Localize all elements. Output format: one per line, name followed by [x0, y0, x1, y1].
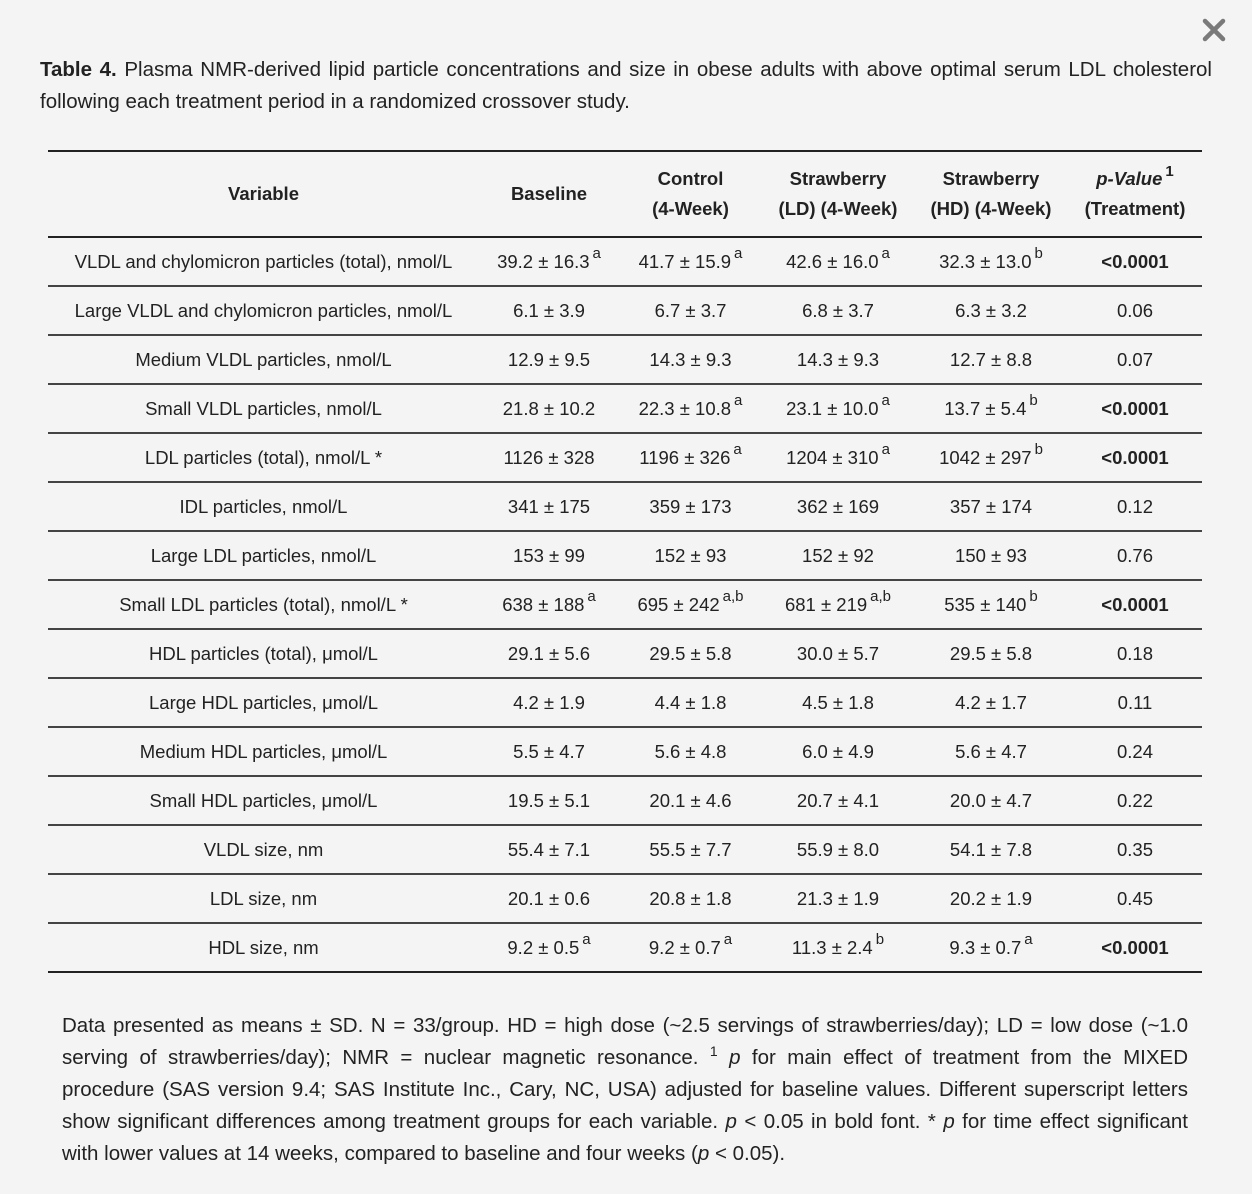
cell-value: 21.3 ± 1.9	[796, 887, 880, 909]
value-cell	[479, 384, 619, 433]
column-header-line2: (LD) (4-Week)	[778, 198, 898, 219]
p-value-cell: <0.0001	[1068, 384, 1202, 433]
close-icon	[1198, 14, 1230, 46]
value-cell	[762, 433, 914, 482]
column-header-line1: p-Value	[1096, 168, 1163, 189]
cell-value: 20.8 ± 1.8	[649, 887, 732, 909]
footnote-p-symbol: p	[725, 1110, 737, 1133]
value-cell	[619, 531, 762, 580]
value-cell	[479, 482, 619, 531]
cell-value: 42.6 ± 16.0	[786, 250, 879, 272]
value-cell	[619, 482, 762, 531]
cell-value: 55.9 ± 8.0	[796, 838, 880, 860]
value-cell	[914, 776, 1068, 825]
footnote-text-1: Data presented as means ± SD. N = 33/group. HD = high dose (~2.5 servings of strawberries/day); LD = low dose (~1.0 serving of strawberries/day); NMR = nuclear magnetic resonance.	[62, 1014, 1188, 1069]
value-cell	[762, 531, 914, 580]
value-cell	[479, 580, 619, 629]
value-cell	[479, 286, 619, 335]
table-body	[48, 237, 1202, 972]
column-header-line1: Strawberry	[942, 168, 1040, 189]
value-cell	[479, 433, 619, 482]
variable-cell: HDL particles (total), μmol/L	[48, 629, 479, 678]
value-cell	[762, 629, 914, 678]
value-cell	[479, 874, 619, 923]
caption-text: Plasma NMR-derived lipid particle concentrations and size in obese adults with above optimal serum LDL cholesterol following each treatment period in a randomized crossover study.	[40, 58, 1212, 113]
cell-value: 9.2 ± 0.7	[648, 936, 721, 958]
cell-value: 4.5 ± 1.8	[802, 691, 874, 713]
value-cell	[762, 580, 914, 629]
table-row	[48, 776, 1202, 825]
cell-value: 29.5 ± 5.8	[949, 642, 1033, 664]
cell-value: 152 ± 92	[802, 544, 874, 566]
caption-label: Table 4.	[40, 58, 117, 81]
table-row	[48, 531, 1202, 580]
cell-value: 1204 ± 310	[786, 446, 879, 468]
table-row	[48, 923, 1202, 972]
value-cell	[479, 776, 619, 825]
header-row	[48, 151, 1202, 237]
value-cell	[914, 629, 1068, 678]
value-cell	[914, 531, 1068, 580]
cell-value: 11.3 ± 2.4	[791, 936, 873, 958]
column-header	[1068, 151, 1202, 237]
significance-letter: a	[734, 245, 743, 263]
cell-value: 4.2 ± 1.9	[513, 691, 585, 713]
value-cell	[914, 923, 1068, 972]
variable-cell: Medium VLDL particles, nmol/L	[48, 335, 479, 384]
significance-letter: a	[1024, 931, 1033, 949]
p-value-cell: 0.35	[1068, 825, 1202, 874]
table-footnote	[62, 1010, 1188, 1170]
cell-value: 12.9 ± 9.5	[507, 348, 591, 370]
cell-value: 20.0 ± 4.7	[949, 789, 1033, 811]
header-superscript: 1	[1165, 162, 1174, 180]
footnote-text-3: < 0.05 in bold font. *	[744, 1110, 936, 1133]
cell-value: 153 ± 99	[513, 544, 585, 566]
close-button[interactable]	[1198, 14, 1230, 46]
table-row	[48, 433, 1202, 482]
value-cell	[762, 335, 914, 384]
value-cell	[479, 678, 619, 727]
footnote-text-5: < 0.05).	[714, 1142, 786, 1165]
value-cell	[914, 580, 1068, 629]
p-value-cell: 0.12	[1068, 482, 1202, 531]
value-cell	[914, 874, 1068, 923]
variable-cell: VLDL and chylomicron particles (total), nmol/L	[48, 237, 479, 286]
footnote-p-symbol: p	[729, 1046, 741, 1069]
significance-letter: a	[592, 245, 601, 263]
table-row	[48, 874, 1202, 923]
table-row	[48, 678, 1202, 727]
p-value-cell: <0.0001	[1068, 923, 1202, 972]
significance-letter: a	[881, 245, 890, 263]
footnote-superscript-1: 1	[709, 1043, 718, 1060]
column-header	[479, 151, 619, 237]
value-cell	[619, 286, 762, 335]
value-cell	[619, 727, 762, 776]
value-cell	[619, 776, 762, 825]
variable-cell: Medium HDL particles, μmol/L	[48, 727, 479, 776]
cell-value: 695 ± 242	[637, 593, 720, 615]
column-header-line1: Variable	[228, 183, 299, 204]
cell-value: 9.2 ± 0.5	[507, 936, 580, 958]
cell-value: 1042 ± 297	[939, 446, 1032, 468]
variable-cell: HDL size, nm	[48, 923, 479, 972]
cell-value: 29.5 ± 5.8	[649, 642, 732, 664]
footnote-text-4: for time effect significant with lower values at 14 weeks, compared to baseline and four weeks (	[62, 1110, 1188, 1165]
value-cell	[619, 874, 762, 923]
variable-cell: LDL size, nm	[48, 874, 479, 923]
value-cell	[914, 237, 1068, 286]
value-cell	[619, 580, 762, 629]
p-value-cell: 0.76	[1068, 531, 1202, 580]
cell-value: 32.3 ± 13.0	[939, 250, 1032, 272]
p-value-cell: 0.24	[1068, 727, 1202, 776]
results-table	[48, 150, 1202, 973]
value-cell	[619, 433, 762, 482]
value-cell	[479, 923, 619, 972]
column-header-line1: Baseline	[510, 183, 588, 204]
value-cell	[914, 433, 1068, 482]
p-value-cell: 0.45	[1068, 874, 1202, 923]
value-cell	[619, 825, 762, 874]
value-cell	[762, 923, 914, 972]
value-cell	[619, 678, 762, 727]
column-header	[48, 151, 479, 237]
value-cell	[479, 825, 619, 874]
column-header	[619, 151, 762, 237]
variable-cell: Small VLDL particles, nmol/L	[48, 384, 479, 433]
cell-value: 55.5 ± 7.7	[649, 838, 732, 860]
column-header-line1: Strawberry	[789, 168, 887, 189]
value-cell	[619, 923, 762, 972]
cell-value: 6.1 ± 3.9	[513, 299, 585, 321]
value-cell	[479, 531, 619, 580]
cell-value: 9.3 ± 0.7	[949, 936, 1022, 958]
value-cell	[914, 727, 1068, 776]
cell-value: 4.4 ± 1.8	[654, 691, 727, 713]
significance-letter: b	[1029, 392, 1038, 410]
significance-letter: b	[1034, 245, 1043, 263]
footnote-text-2: for main effect of treatment from the MIXED procedure (SAS version 9.4; SAS Institute Inc., Cary, NC, USA) adjusted for baseline values. Different superscript letters show significant differences among treatment groups for each variable.	[62, 1046, 1189, 1133]
cell-value: 14.3 ± 9.3	[649, 348, 732, 370]
significance-letter: a	[734, 392, 743, 410]
cell-value: 39.2 ± 16.3	[497, 250, 590, 272]
significance-letter: a	[881, 441, 890, 459]
value-cell	[914, 678, 1068, 727]
table-row	[48, 727, 1202, 776]
cell-value: 6.7 ± 3.7	[654, 299, 727, 321]
cell-value: 20.1 ± 0.6	[507, 887, 591, 909]
cell-value: 362 ± 169	[796, 495, 880, 517]
p-value-cell: <0.0001	[1068, 580, 1202, 629]
significance-letter: b	[1029, 588, 1038, 606]
footnote-p-symbol: p	[697, 1142, 710, 1165]
table-caption	[40, 54, 1212, 118]
table-row	[48, 629, 1202, 678]
value-cell	[762, 384, 914, 433]
value-cell	[619, 629, 762, 678]
table-row	[48, 825, 1202, 874]
table-header	[48, 151, 1202, 237]
significance-letter: a	[881, 392, 890, 410]
cell-value: 535 ± 140	[944, 593, 1027, 615]
cell-value: 29.1 ± 5.6	[507, 642, 591, 664]
value-cell	[762, 237, 914, 286]
footnote-p-symbol: p	[943, 1110, 955, 1133]
value-cell	[914, 335, 1068, 384]
significance-letter: a,b	[722, 588, 744, 606]
cell-value: 12.7 ± 8.8	[949, 348, 1033, 370]
cell-value: 54.1 ± 7.8	[949, 838, 1033, 860]
significance-letter: a,b	[870, 588, 892, 606]
value-cell	[479, 237, 619, 286]
table-row	[48, 580, 1202, 629]
value-cell	[914, 286, 1068, 335]
cell-value: 19.5 ± 5.1	[507, 789, 591, 811]
column-header-line2: (HD) (4-Week)	[930, 198, 1052, 219]
cell-value: 30.0 ± 5.7	[796, 642, 880, 664]
value-cell	[914, 825, 1068, 874]
cell-value: 152 ± 93	[654, 544, 727, 566]
cell-value: 150 ± 93	[955, 544, 1027, 566]
value-cell	[762, 727, 914, 776]
variable-cell: Large VLDL and chylomicron particles, nmol/L	[48, 286, 479, 335]
significance-letter: a	[723, 931, 733, 949]
p-value-cell: <0.0001	[1068, 237, 1202, 286]
value-cell	[479, 335, 619, 384]
value-cell	[479, 727, 619, 776]
cell-value: 681 ± 219	[784, 593, 868, 615]
value-cell	[762, 286, 914, 335]
cell-value: 341 ± 175	[507, 495, 591, 517]
value-cell	[619, 384, 762, 433]
significance-letter: a	[733, 441, 742, 459]
cell-value: 4.2 ± 1.7	[955, 691, 1027, 713]
significance-letter: a	[587, 588, 596, 606]
table-row	[48, 237, 1202, 286]
cell-value: 14.3 ± 9.3	[796, 348, 880, 370]
value-cell	[619, 335, 762, 384]
column-header	[914, 151, 1068, 237]
cell-value: 359 ± 173	[649, 495, 732, 517]
value-cell	[479, 629, 619, 678]
cell-value: 5.6 ± 4.8	[654, 740, 727, 762]
column-header-line1: Control	[657, 168, 724, 189]
p-value-cell: 0.18	[1068, 629, 1202, 678]
cell-value: 1196 ± 326	[639, 446, 731, 468]
value-cell	[762, 874, 914, 923]
value-cell	[762, 678, 914, 727]
column-header	[762, 151, 914, 237]
p-value-cell: 0.22	[1068, 776, 1202, 825]
cell-value: 6.0 ± 4.9	[802, 740, 874, 762]
value-cell	[762, 482, 914, 531]
value-cell	[619, 237, 762, 286]
variable-cell: LDL particles (total), nmol/L *	[48, 433, 479, 482]
value-cell	[762, 776, 914, 825]
cell-value: 55.4 ± 7.1	[507, 838, 591, 860]
p-value-cell: 0.06	[1068, 286, 1202, 335]
cell-value: 638 ± 188	[502, 593, 585, 615]
cell-value: 41.7 ± 15.9	[638, 250, 732, 272]
variable-cell: Large HDL particles, μmol/L	[48, 678, 479, 727]
cell-value: 357 ± 174	[949, 495, 1033, 517]
variable-cell: Small LDL particles (total), nmol/L *	[48, 580, 479, 629]
cell-value: 23.1 ± 10.0	[786, 397, 879, 419]
cell-value: 5.5 ± 4.7	[513, 740, 585, 762]
value-cell	[914, 482, 1068, 531]
table-row	[48, 335, 1202, 384]
value-cell	[914, 384, 1068, 433]
variable-cell: VLDL size, nm	[48, 825, 479, 874]
significance-letter: b	[875, 931, 885, 949]
cell-value: 1126 ± 328	[503, 446, 595, 468]
p-value-cell: <0.0001	[1068, 433, 1202, 482]
table-row	[48, 384, 1202, 433]
table-row	[48, 286, 1202, 335]
p-value-cell: 0.07	[1068, 335, 1202, 384]
column-header-line2: (4-Week)	[652, 198, 729, 219]
cell-value: 6.3 ± 3.2	[955, 299, 1027, 321]
variable-cell: IDL particles, nmol/L	[48, 482, 479, 531]
variable-cell: Small HDL particles, μmol/L	[48, 776, 479, 825]
column-header-line2: (Treatment)	[1084, 198, 1186, 219]
table-row	[48, 482, 1202, 531]
cell-value: 21.8 ± 10.2	[502, 397, 596, 419]
cell-value: 20.7 ± 4.1	[796, 789, 880, 811]
variable-cell: Large LDL particles, nmol/L	[48, 531, 479, 580]
significance-letter: b	[1034, 441, 1043, 459]
cell-value: 22.3 ± 10.8	[638, 397, 732, 419]
cell-value: 20.2 ± 1.9	[949, 887, 1033, 909]
cell-value: 6.8 ± 3.7	[802, 299, 874, 321]
significance-letter: a	[582, 931, 591, 949]
value-cell	[762, 825, 914, 874]
p-value-cell: 0.11	[1068, 678, 1202, 727]
cell-value: 20.1 ± 4.6	[649, 789, 732, 811]
cell-value: 13.7 ± 5.4	[944, 397, 1027, 419]
cell-value: 5.6 ± 4.7	[955, 740, 1027, 762]
